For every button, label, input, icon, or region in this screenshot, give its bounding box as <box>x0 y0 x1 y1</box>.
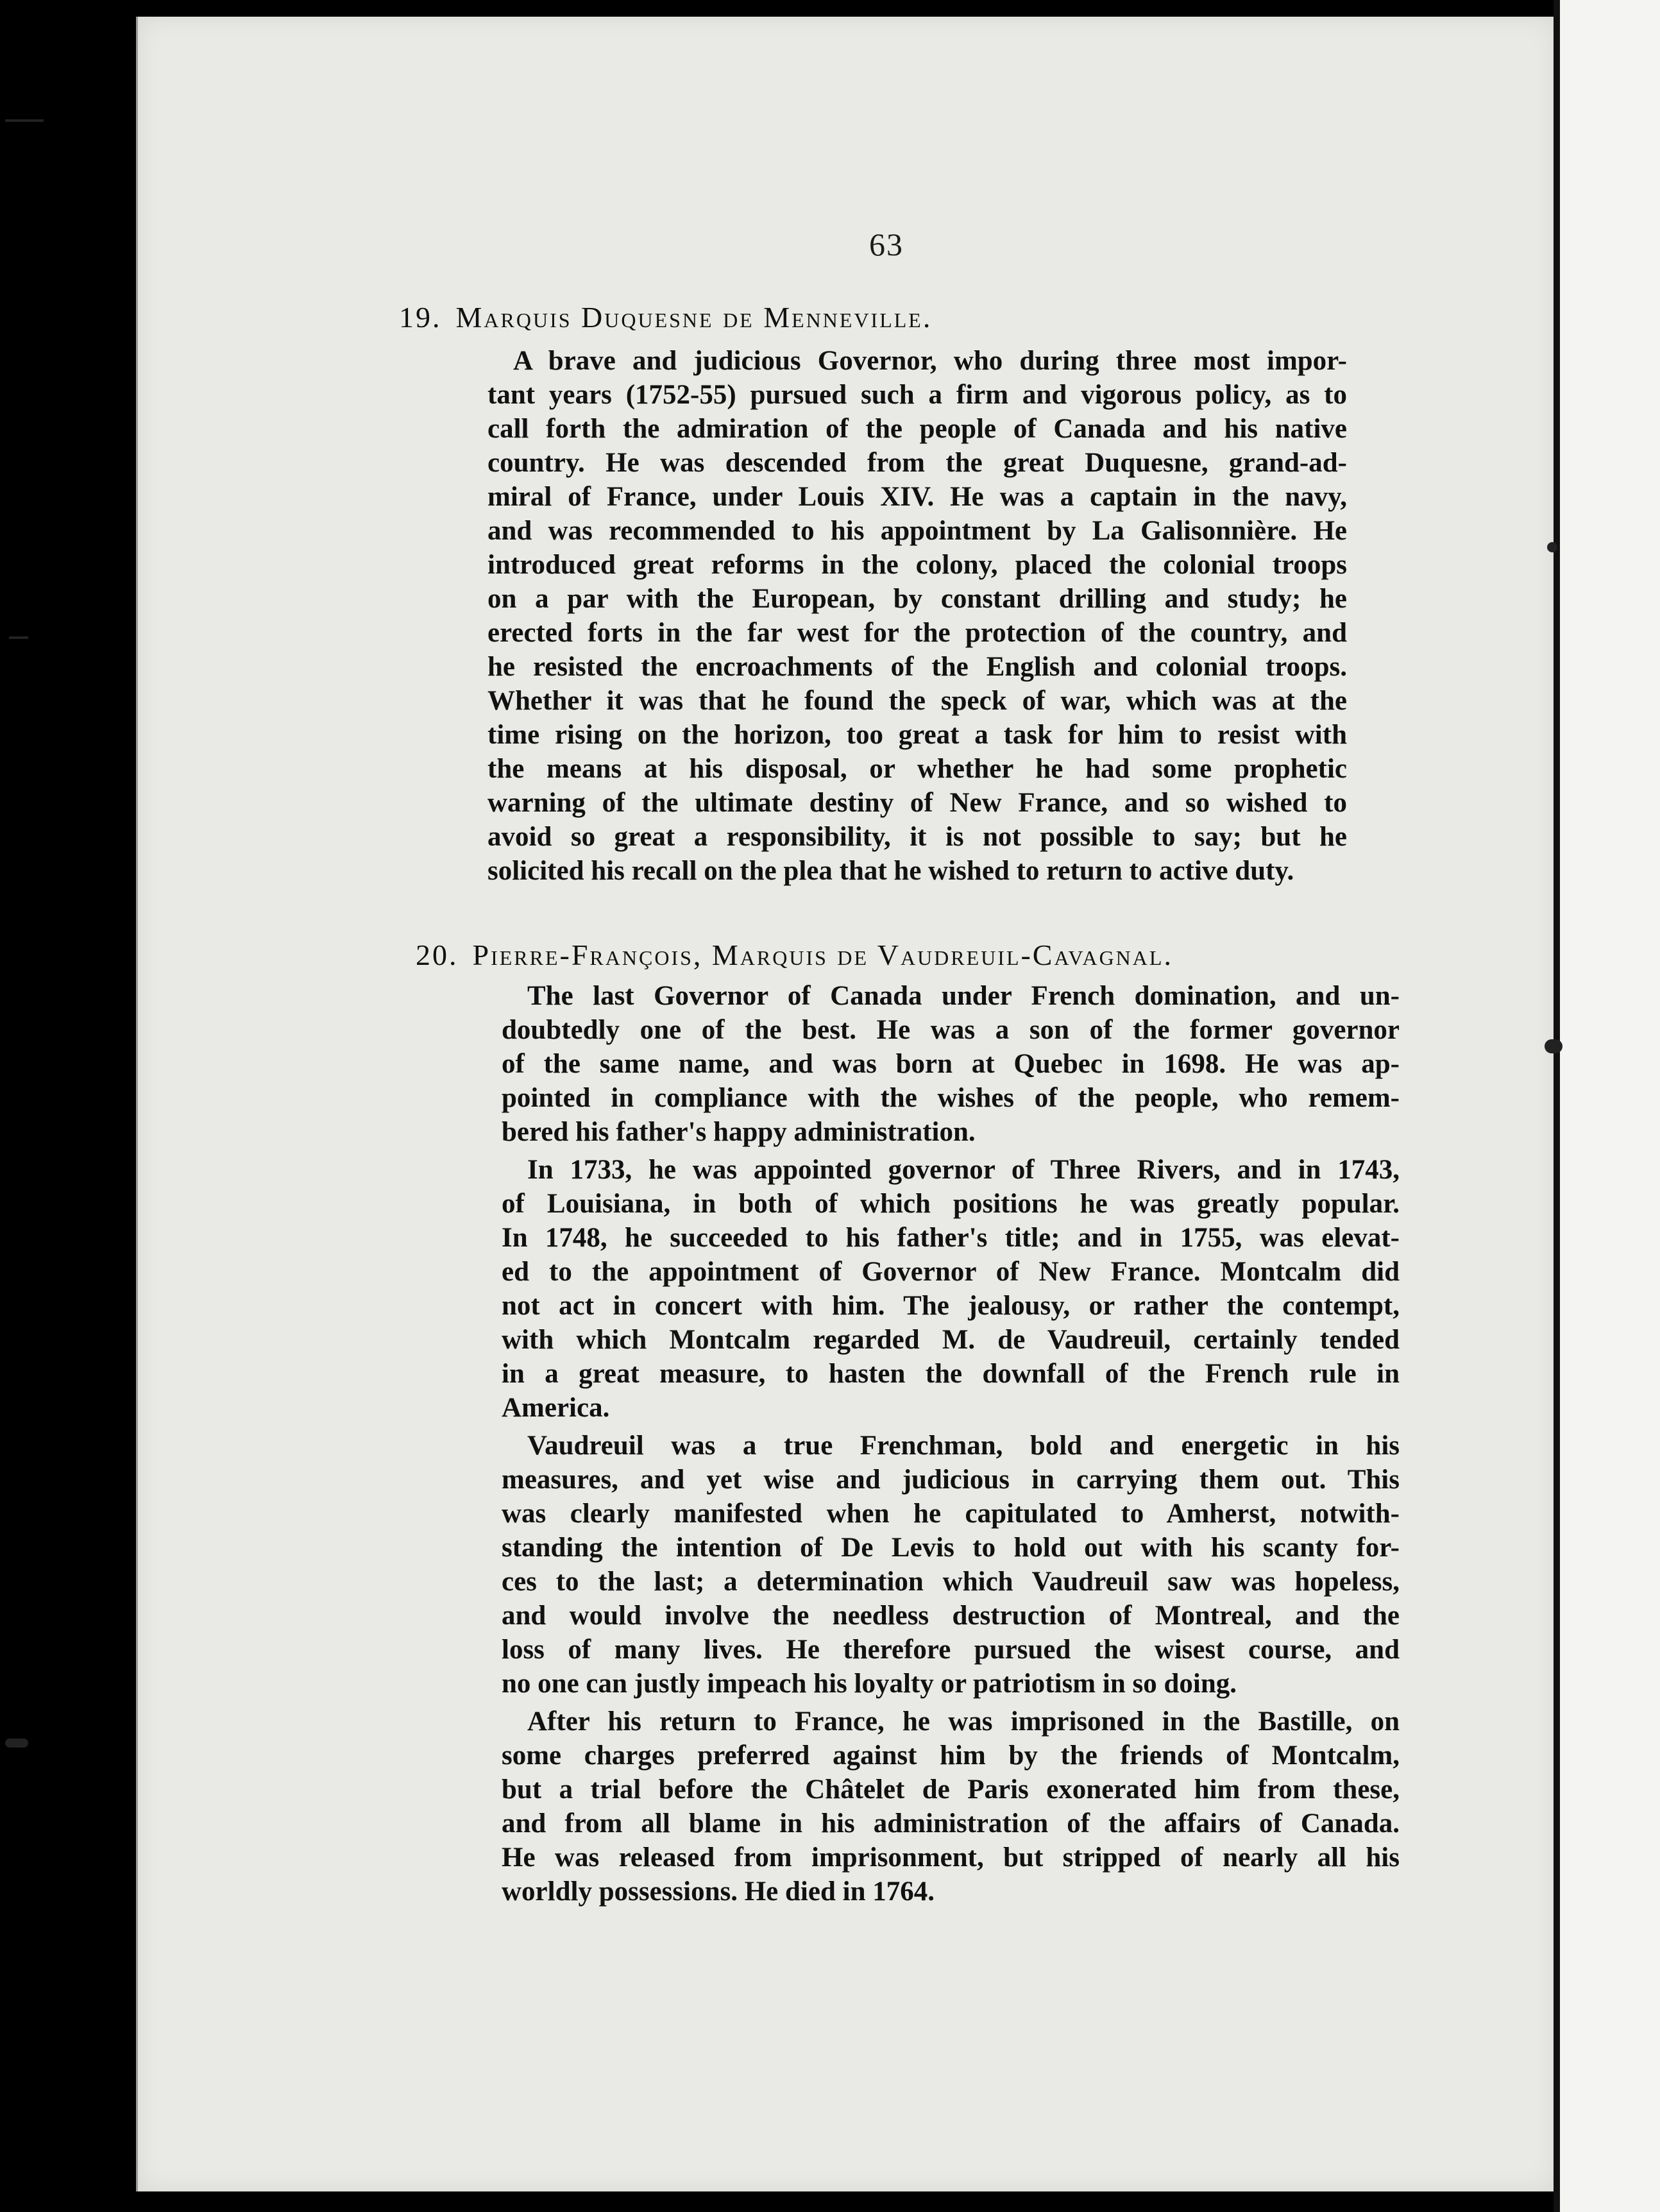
scan-mark <box>5 119 44 122</box>
text-line: was clearly manifested when he capitulated to Amherst, notwith- <box>502 1499 1400 1529</box>
text-line: loss of many lives. He therefore pursued the wisest course, and <box>502 1635 1400 1665</box>
text-line: time rising on the horizon, too great a task for him to resist with <box>487 720 1347 750</box>
paragraph <box>502 1153 1400 1425</box>
section-20-body <box>502 979 1400 1909</box>
text-line: After his return to France, he was imprisoned in the Bastille, on <box>527 1706 1400 1737</box>
text-line: pointed in compliance with the wishes of the people, who remem- <box>502 1083 1400 1113</box>
page-binding-edge <box>1554 0 1560 2212</box>
text-line: and was recommended to his appointment by La Galisonnière. He <box>487 516 1347 546</box>
paragraph <box>487 344 1347 888</box>
text-line: ces to the last; a determination which Vaudreuil saw was hopeless, <box>502 1567 1400 1597</box>
text-line: on a par with the European, by constant drilling and study; he <box>487 584 1347 614</box>
text-line: of the same name, and was born at Quebec in 1698. He was ap- <box>502 1049 1400 1079</box>
text-line: with which Montcalm regarded M. de Vaudreuil, certainly tended <box>502 1325 1400 1355</box>
text-line: and would involve the needless destruction of Montreal, and the <box>502 1601 1400 1631</box>
text-line: America. <box>502 1393 610 1423</box>
scan-mark <box>5 1739 28 1748</box>
text-line: tant years (1752-55) pursued such a firm and vigorous policy, as to <box>487 380 1347 410</box>
text-line: miral of France, under Louis XIV. He was a captain in the navy, <box>487 482 1347 512</box>
paragraph <box>502 1429 1400 1701</box>
text-line: In 1748, he succeeded to his father's title; and in 1755, was elevat- <box>502 1223 1400 1253</box>
text-line: solicited his recall on the plea that he wished to return to active duty. <box>487 856 1294 886</box>
text-line: in a great measure, to hasten the downfall of the French rule in <box>502 1359 1400 1389</box>
text-line: some charges preferred against him by the friends of Montcalm, <box>502 1740 1400 1771</box>
text-line: measures, and yet wise and judicious in carrying them out. This <box>502 1465 1400 1495</box>
text-line: introduced great reforms in the colony, placed the colonial troops <box>487 550 1347 580</box>
section-heading-19 <box>399 300 932 334</box>
text-line: country. He was descended from the great Duquesne, grand-ad- <box>487 448 1347 478</box>
text-line: ed to the appointment of Governor of New France. Montcalm did <box>502 1257 1400 1287</box>
text-line: Vaudreuil was a true Frenchman, bold and energetic in his <box>527 1431 1400 1461</box>
section-number: 19. <box>399 301 442 334</box>
text-line: Whether it was that he found the speck of war, which was at the <box>487 686 1347 716</box>
text-line: avoid so great a responsibility, it is not possible to say; but he <box>487 822 1347 852</box>
section-19-body <box>487 344 1347 888</box>
section-number: 20. <box>416 939 459 971</box>
text-line: he resisted the encroachments of the English and colonial troops. <box>487 652 1347 682</box>
section-heading-20 <box>416 938 1173 972</box>
right-margin <box>1560 0 1660 2212</box>
scan-mark <box>9 636 28 639</box>
text-line: erected forts in the far west for the protection of the country, and <box>487 618 1347 648</box>
text-line: but a trial before the Châtelet de Paris exonerated him from these, <box>502 1774 1400 1805</box>
text-line: He was released from imprisonment, but stripped of nearly all his <box>502 1842 1400 1873</box>
section-title: Marquis Duquesne de Menneville. <box>455 301 933 334</box>
section-title: Pierre-François, Marquis de Vaudreuil-Cavagnal. <box>472 939 1173 971</box>
text-line: A brave and judicious Governor, who during three most impor- <box>513 346 1347 376</box>
text-line: of Louisiana, in both of which positions he was greatly popular. <box>502 1189 1400 1219</box>
paragraph <box>502 1705 1400 1909</box>
text-line: In 1733, he was appointed governor of Three Rivers, and in 1743, <box>527 1155 1400 1185</box>
text-line: call forth the admiration of the people of Canada and his native <box>487 414 1347 444</box>
text-line: bered his father's happy administration. <box>502 1117 976 1147</box>
text-line: standing the intention of De Levis to hold out with his scanty for- <box>502 1533 1400 1563</box>
scan-mark <box>1545 1039 1563 1053</box>
scan-mark <box>1547 542 1557 552</box>
text-line: not act in concert with him. The jealousy, or rather the contempt, <box>502 1291 1400 1321</box>
page-number: 63 <box>869 226 904 262</box>
text-line: warning of the ultimate destiny of New France, and so wished to <box>487 788 1347 818</box>
text-line: and from all blame in his administration of the affairs of Canada. <box>502 1808 1400 1839</box>
text-line: no one can justly impeach his loyalty or patriotism in so doing. <box>502 1669 1237 1699</box>
text-line: the means at his disposal, or whether he had some prophetic <box>487 754 1347 784</box>
text-line: The last Governor of Canada under French domination, and un- <box>527 981 1400 1011</box>
text-line: worldly possessions. He died in 1764. <box>502 1876 935 1907</box>
text-line: doubtedly one of the best. He was a son of the former governor <box>502 1015 1400 1045</box>
paragraph <box>502 979 1400 1149</box>
